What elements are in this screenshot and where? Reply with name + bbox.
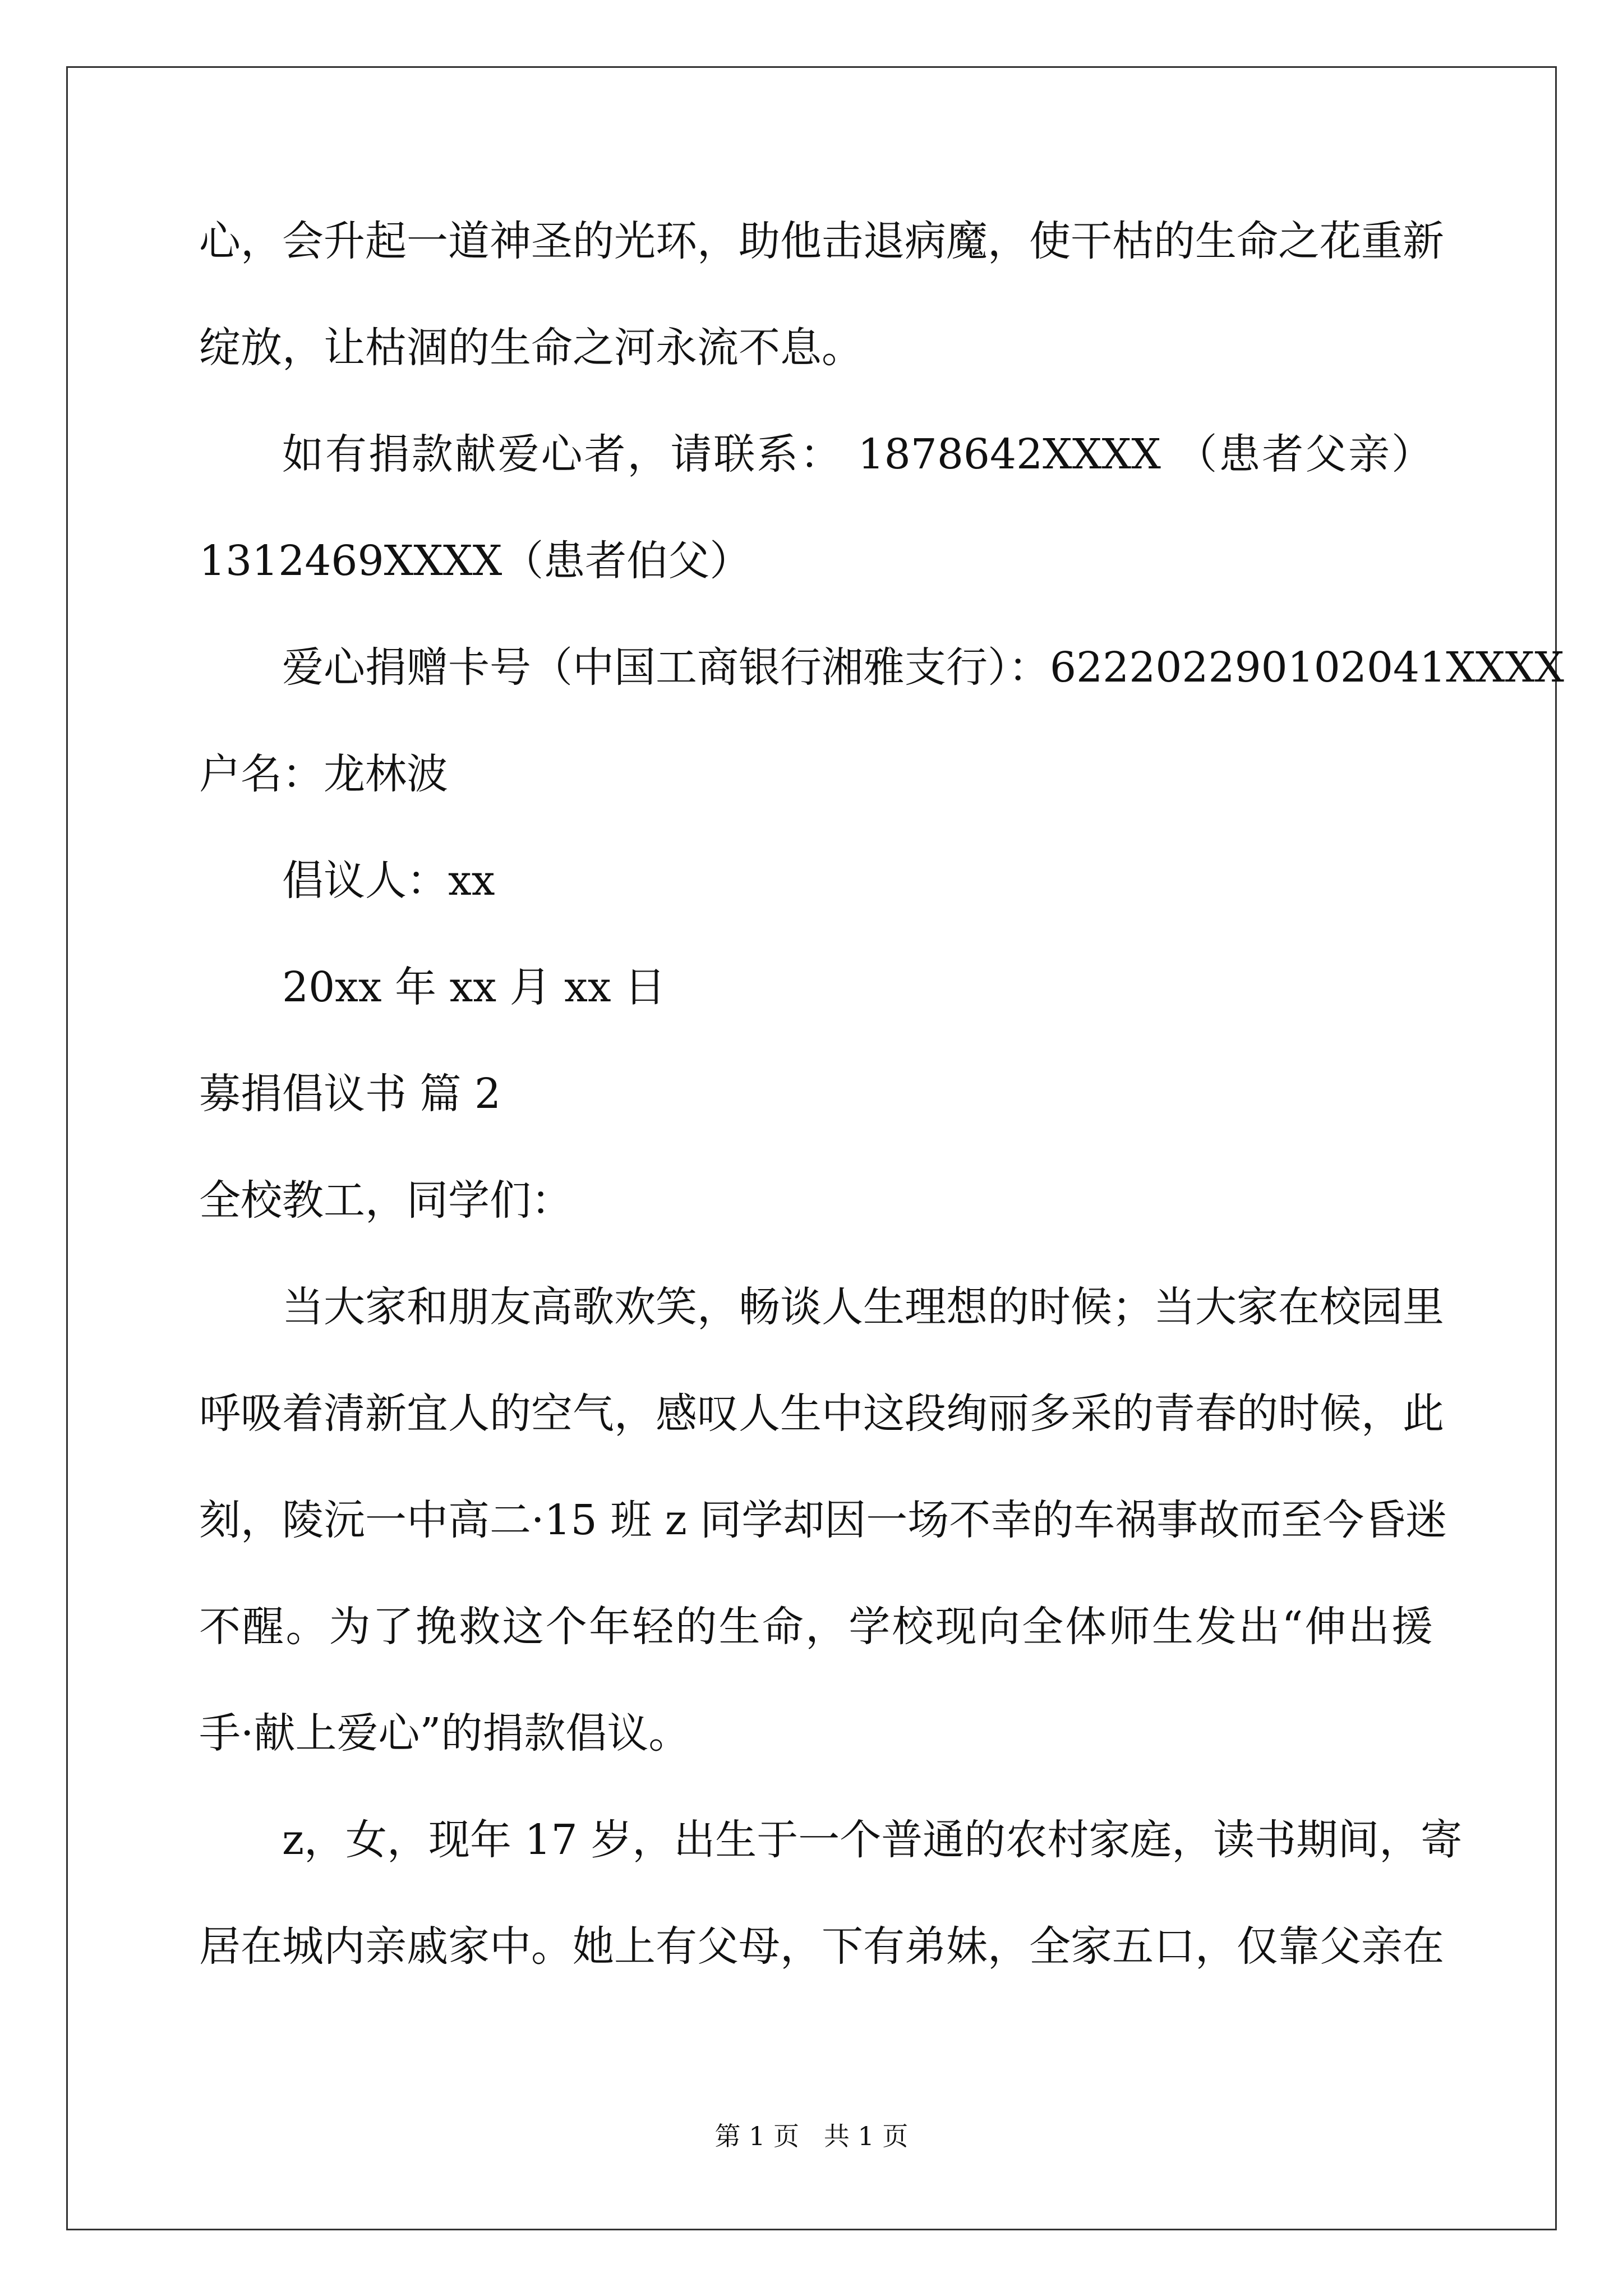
salutation: 全校教工，同学们： <box>199 1176 573 1225</box>
initiator-line: 倡议人：xx <box>282 857 495 905</box>
text-line: 居在城内亲戚家中。她上有父母，下有弟妹，全家五口，仅靠父亲在 <box>199 1922 1444 1971</box>
text-line: 呼吸着清新宜人的空气，感叹人生中这段绚丽多采的青春的时候，此 <box>199 1389 1444 1438</box>
page-footer: 第 1 页 共 1 页 <box>714 2121 909 2151</box>
page-border <box>66 66 1564 2230</box>
date-line: 20xx 年 xx 月 xx 日 <box>282 963 666 1011</box>
contact-line: 1312469XXXX（患者伯父） <box>199 537 751 585</box>
section-heading: 募捐倡议书 篇 2 <box>199 1070 501 1118</box>
text-line: 心，会升起一道神圣的光环，助他击退病魔，使干枯的生命之花重新 <box>199 217 1444 265</box>
account-name-line: 户名：龙林波 <box>199 750 448 798</box>
text-line: z，女，现年 17 岁，出生于一个普通的农村家庭，读书期间，寄 <box>282 1816 1463 1864</box>
bank-card-line: 爱心捐赠卡号（中国工商银行湘雅支行）：622202290102041XXXX <box>282 643 1564 692</box>
text-line: 当大家和朋友高歌欢笑，畅谈人生理想的时候；当大家在校园里 <box>282 1283 1444 1331</box>
text-line: 绽放，让枯涸的生命之河永流不息。 <box>199 324 863 372</box>
text-line: 刻，陵沅一中高二·15 班 z 同学却因一场不幸的车祸事故而至今昏迷 <box>199 1496 1447 1544</box>
text-line: 不醒。为了挽救这个年轻的生命，学校现向全体师生发出“伸出援 <box>199 1603 1433 1651</box>
contact-line: 如有捐款献爱心者，请联系： 1878642XXXX （患者父亲） <box>282 430 1433 478</box>
text-line: 手·献上爱心”的捐款倡议。 <box>199 1709 690 1757</box>
